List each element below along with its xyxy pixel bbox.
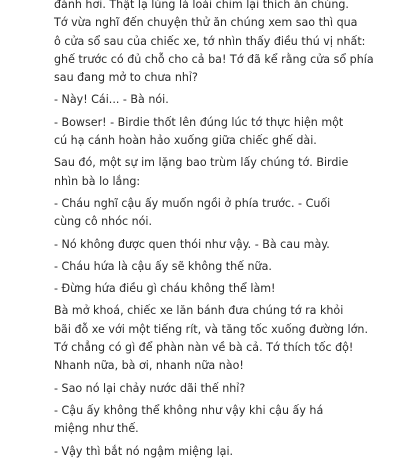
paragraph [54,402,354,439]
text-line: Tớ chẳng có gì để phàn nàn về bà cả. Tớ thích tốc độ! [54,341,354,355]
text-line: - Bowser! - Birdie thốt lên đúng lúc tớ thực hiện một [54,115,344,129]
text-line: cú hạ cánh hoàn hảo xuống giữa chiếc ghế dài. [54,134,317,148]
text-line: - Cháu hứa là cậu ấy sẽ không thế nữa. [54,259,272,273]
paragraph [54,380,354,398]
text-line: - Này! Cái... - Bà nói. [54,93,169,107]
paragraph [54,154,354,191]
body-text [54,0,374,461]
text-line: sau đang mở to chưa nhỉ? [54,71,198,85]
text-line: cùng cô nhóc nói. [54,215,153,229]
paragraph [54,236,354,254]
paragraph [54,195,354,232]
paragraph [54,443,354,461]
paragraph [54,280,354,298]
text-line: - Đừng hứa điều gì cháu không thể làm! [54,282,276,296]
text-line: - Cậu ấy không thể không như vậy khi cậu ấy há [54,403,324,417]
text-line: đánh hơi. Thật lạ lùng là loài chim lại thích ăn chúng. [54,0,349,11]
text-line: ghế trước có đủ chỗ cho cả ba! Tớ đã kể rằng cửa sổ phía [54,52,374,66]
text-line: nhìn bà lo lắng: [54,174,141,188]
text-line: - Nó không được quen thói như vậy. - Bà cau mày. [54,237,330,251]
text-line: Sau đó, một sự im lặng bao trùm lấy chúng tớ. Birdie [54,156,349,170]
text-line: Bà mở khoá, chiếc xe lăn bánh đưa chúng tớ ra khỏi [54,304,344,318]
text-line: bãi đỗ xe với một tiếng rít, và tăng tốc xuống đường lớn. [54,322,368,336]
paragraph [54,114,354,151]
text-line: - Cháu nghĩ cậu ấy muốn ngồi ở phía trước. - Cuối [54,196,331,210]
paragraph [54,258,354,276]
text-line: Nhanh nữa, bà ơi, nhanh nữa nào! [54,359,244,373]
text-line: ô cửa sổ sau của chiếc xe, tớ nhìn thấy điều thú vị nhất: [54,34,366,48]
text-line: Tớ vừa nghĩ đến chuyện thử ăn chúng xem sao thì qua [54,16,358,30]
text-line: - Vậy thì bắt nó ngậm miệng lại. [54,444,234,458]
paragraph [54,91,354,109]
paragraph [54,302,368,375]
text-line: miệng như thế. [54,422,139,436]
paragraph [54,0,374,87]
text-line: - Sao nó lại chảy nước dãi thế nhỉ? [54,381,246,395]
